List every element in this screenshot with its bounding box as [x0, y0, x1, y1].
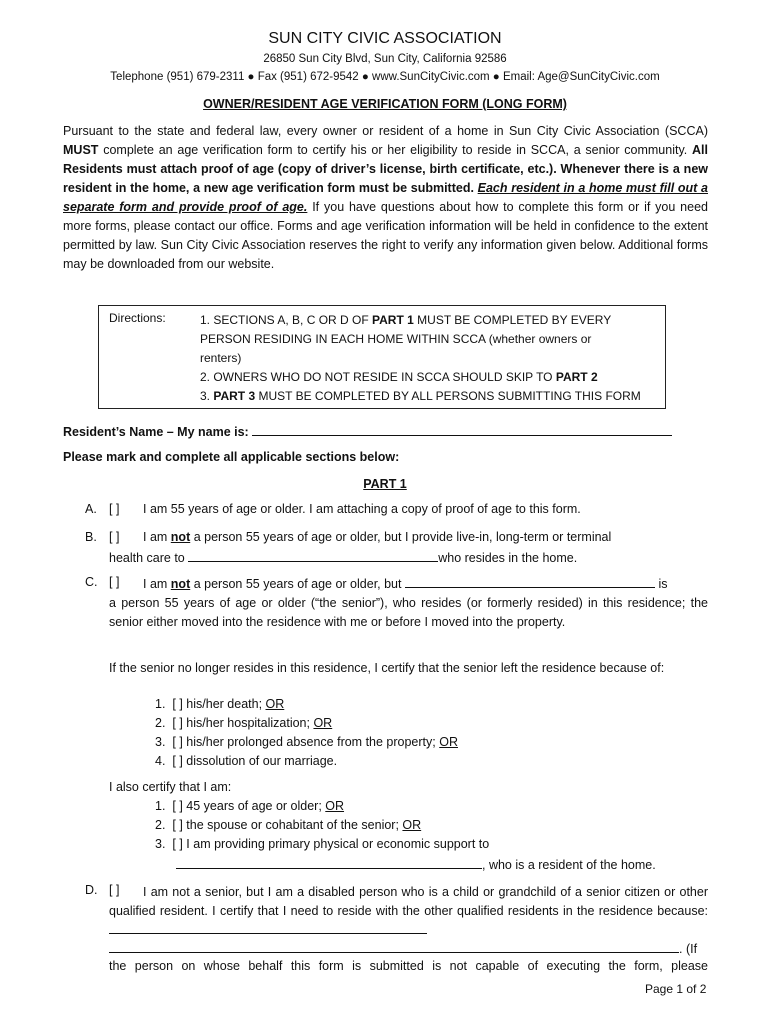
cert-2: 2. [ ] the spouse or cohabitant of the senior; OR [155, 818, 422, 832]
section-d-checkbox[interactable]: [ ] [109, 883, 120, 897]
org-address: 26850 Sun City Blvd, Sun City, California 92586 [263, 53, 507, 65]
direction-1: 1. SECTIONS A, B, C OR D OF PART 1 MUST BE COMPLETED BY EVERY [200, 313, 612, 327]
section-c-checkbox[interactable]: [ ] [109, 575, 120, 589]
senior-name-field[interactable] [405, 575, 655, 588]
section-b-checkbox[interactable]: [ ] [109, 530, 120, 544]
direction-1-cont2: renters) [200, 351, 242, 365]
section-c-paragraph: a person 55 years of age or older (“the senior”), who resides (or formerly resided) in this residence; the senior either moved into the residence with me or before I moved into the property. [109, 596, 708, 629]
section-a-checkbox[interactable]: [ ] [109, 502, 120, 516]
direction-2: 2. OWNERS WHO DO NOT RESIDE IN SCCA SHOULD SKIP TO PART 2 [200, 370, 598, 384]
reason-4: 4. [ ] dissolution of our marriage. [155, 754, 338, 768]
section-b-line2: health care to who resides in the home. [109, 551, 578, 565]
resident-name-row [63, 423, 672, 439]
section-c-no-longer: If the senior no longer resides in this residence, I certify that the senior left the residence because of: [109, 661, 665, 675]
form-title: OWNER/RESIDENT AGE VERIFICATION FORM (LONG FORM) [203, 97, 567, 111]
section-b-letter: B. [85, 530, 97, 544]
section-d-paragraph: I am not a senior, but I am a disabled person who is a child or grandchild of a senior citizen or other qualified resident. I certify that I need to reside with the other qualified residents in the residence because: [109, 883, 708, 940]
cert-3: 3. [ ] I am providing primary physical or economic support to [155, 837, 490, 851]
residence-reason-field[interactable] [109, 921, 427, 934]
cert-3-checkbox[interactable]: [ ] [172, 837, 183, 851]
section-a-text: I am 55 years of age or older. I am attaching a copy of proof of age to this form. [143, 502, 581, 516]
reason-2: 2. [ ] his/her hospitalization; OR [155, 716, 333, 730]
reason-1: 1. [ ] his/her death; OR [155, 697, 285, 711]
intro-text-3: If you have questions about how to complete this form or if you need more forms, please contact our office. Forms and age verification information will be held in confidence to the extent permitted by law. Sun City Civic Association reserves the right to verify any information given below. Additional forms may be downloaded from our website. [63, 200, 708, 271]
cert-2-checkbox[interactable]: [ ] [172, 818, 183, 832]
support-recipient-row: , who is a resident of the home. [176, 856, 656, 872]
instruction-text: Please mark and complete all applicable sections below: [63, 450, 400, 464]
cert-1-checkbox[interactable]: [ ] [172, 799, 183, 813]
part1-heading: PART 1 [363, 477, 407, 491]
org-contact: Telephone (951) 679-2311 ● Fax (951) 672-9542 ● www.SunCityCivic.com ● Email: Age@SunCityCivic.com [110, 71, 660, 83]
directions-box [98, 305, 666, 409]
org-name: SUN CITY CIVIC ASSOCIATION [268, 30, 502, 47]
directions-list [200, 311, 660, 406]
reason-3-checkbox[interactable]: [ ] [172, 735, 183, 749]
section-b-line1: I am not a person 55 years of age or older, but I provide live-in, long-term or terminal [143, 530, 612, 544]
also-certify-label: I also certify that I am: [109, 780, 232, 794]
reason-3: 3. [ ] his/her prolonged absence from the property; OR [155, 735, 458, 749]
cert-1: 1. [ ] 45 years of age or older; OR [155, 799, 345, 813]
caregiver-recipient-field[interactable] [188, 549, 438, 562]
directions-label: Directions: [109, 311, 166, 325]
section-c-letter: C. [85, 575, 98, 589]
intro-must: MUST [63, 143, 99, 157]
direction-3: 3. PART 3 MUST BE COMPLETED BY ALL PERSONS SUBMITTING THIS FORM [200, 389, 641, 403]
residence-reason-field-2[interactable] [109, 940, 679, 953]
section-d-letter: D. [85, 883, 98, 897]
page-number: Page 1 of 2 [645, 982, 707, 996]
intro-each-resident: Each resident in a home must fill out a separate form and provide proof of age. [63, 181, 708, 214]
reason-2-checkbox[interactable]: [ ] [172, 716, 183, 730]
resident-name-field[interactable] [252, 423, 672, 436]
intro-text-1: Pursuant to the state and federal law, every owner or resident of a home in Sun City Civic Association (SCCA) [63, 124, 708, 138]
section-d-line5: the person on whose behalf this form is submitted is not capable of executing the form, please [109, 959, 708, 973]
reason-1-checkbox[interactable]: [ ] [172, 697, 183, 711]
intro-text-2: complete an age verification form to certify his or her eligibility to reside in SCCA, a senior community. [98, 143, 693, 157]
direction-1-cont: PERSON RESIDING IN EACH HOME WITHIN SCCA (whether owners or [200, 332, 592, 346]
section-d-line4: . (If [109, 940, 697, 956]
section-c-line1: I am not a person 55 years of age or older, but is [143, 577, 668, 591]
intro-bold-text: All Residents must attach proof of age (copy of driver’s license, birth certificate, etc.). Whenever there is a new resident in the home, a new age verification form must be submitted. [63, 143, 708, 195]
intro-paragraph [63, 122, 708, 274]
support-recipient-field[interactable] [176, 856, 482, 869]
reason-4-checkbox[interactable]: [ ] [172, 754, 183, 768]
resident-name-label: Resident’s Name – My name is: [63, 425, 253, 439]
section-a-letter: A. [85, 502, 97, 516]
